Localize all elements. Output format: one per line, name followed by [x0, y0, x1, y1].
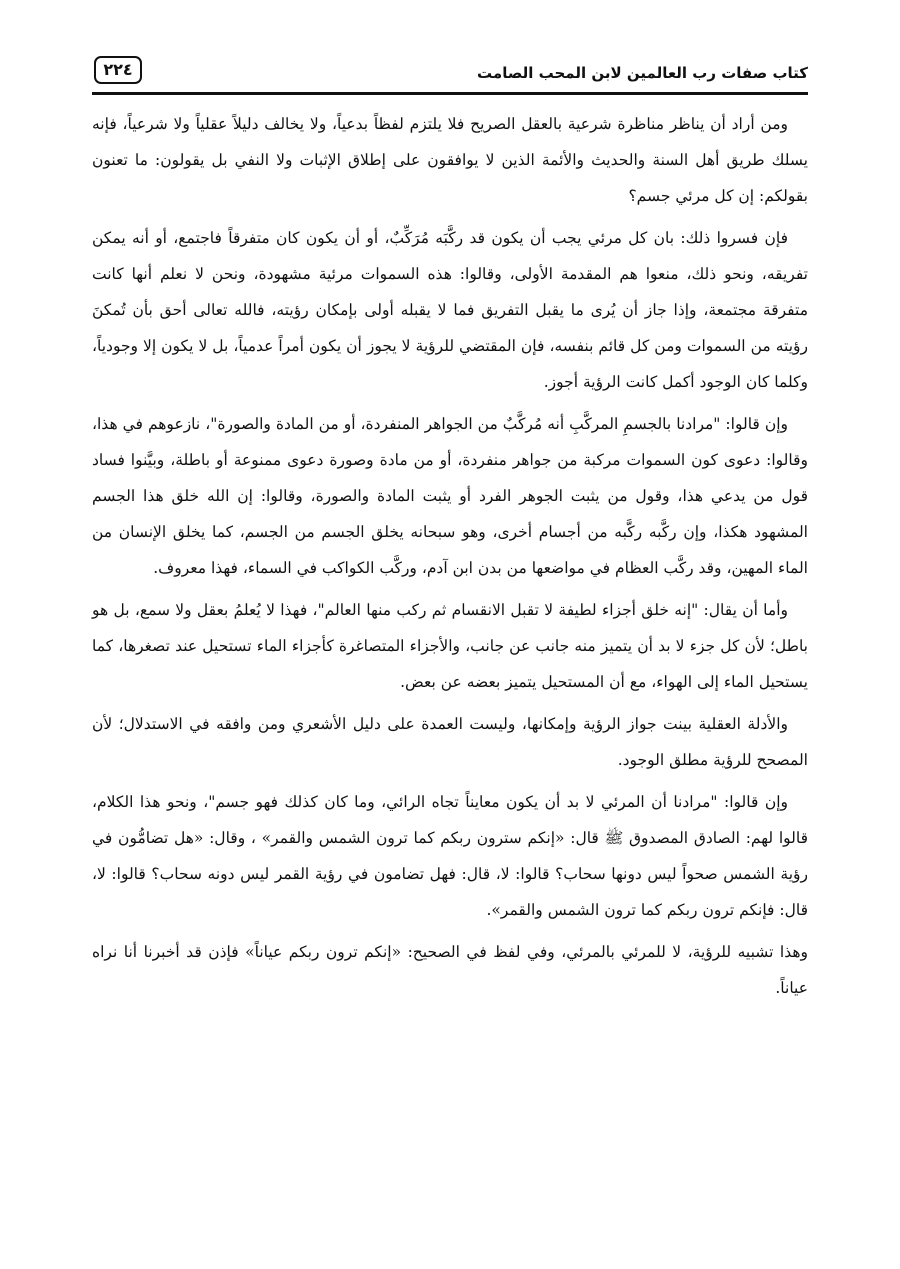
paragraph: ومن أراد أن يناظر مناظرة شرعية بالعقل الصريح فلا يلتزم لفظاً بدعياً، ولا يخالف دليلاً عقلياً ولا شرعياً، فإنه يسلك طريق أهل السنة والحديث والأئمة الذين لا يوافقون على إطلاق الإثبات ولا النفي بل يقولون: ما تعنون بقولكم: إن كل مرئي جسم؟: [92, 115, 808, 205]
body-text: [92, 106, 808, 1012]
paragraph: وإن قالوا: "مرادنا بالجسمِ المركَّبِ أنه مُركَّبٌ من الجواهر المنفردة، أو من المادة والصورة"، نازعوهم في هذا، وقالوا: دعوى كون السموات مركبة من جواهر منفردة، أو من مادة وصورة دعوى ممنوعة أو باطلة، وبيَّنوا فساد قول من يدعي هذا، وقول من يثبت الجوهر الفرد أو يثبت المادة والصورة، وقالوا: إن الله خلق هذا الجسم المشهود هكذا، وإن ركَّبه ركَّبه من أجسام أخرى، وهو سبحانه يخلق الجسم من الجسم، كما يخلق الإنسان من الماء المهين، وقد ركَّب العظام في مواضعها من بدن ابن آدم، وركَّب الكواكب في السماء، فهذا معروف.: [92, 415, 808, 577]
paragraph: والأدلة العقلية بينت جواز الرؤية وإمكانها، وليست العمدة على دليل الأشعري ومن وافقه في الاستدلال؛ لأن المصحح للرؤية مطلق الوجود.: [92, 715, 808, 769]
page-header: [92, 56, 808, 86]
header-rule: [92, 92, 808, 95]
paragraph: فإن فسروا ذلك: بان كل مرئي يجب أن يكون قد ركَّبَه مُرَكِّبٌ، أو أن يكون كان متفرقاً فاجتمع، أو أنه يمكن تفريقه، ونحو ذلك، منعوا هم المقدمة الأولى، وقالوا: هذه السموات مرئية مشهودة، ونحن لا نعلم أنها كانت متفرقة مجتمعة، وإذا جاز أن يُرى ما يقبل التفريق فما لا يقبله أولى بإمكان رؤيته، فالله تعالى أحق بأن تُمكنَ رؤيته من السموات ومن كل قائم بنفسه، فإن المقتضي للرؤية لا يجوز أن يكون أمراً عدمياً، بل لا يكون إلا وجودياً، وكلما كان الوجود أكمل كانت الرؤية أجوز.: [92, 229, 808, 391]
paragraph: وهذا تشبيه للرؤية، لا للمرئي بالمرئي، وفي لفظ في الصحيح: «إنكم ترون ربكم عياناً» فإذن قد أخبرنا أنا نراه عياناً.: [92, 943, 808, 997]
paragraph: وإن قالوا: "مرادنا أن المرئي لا بد أن يكون معايناً تجاه الرائي، وما كان كذلك فهو جسم"، ونحو هذا الكلام، قالوا لهم: الصادق المصدوق ﷺ قال: «إنكم سترون ربكم كما ترون الشمس والقمر» ، وقال: «هل تضامُّون في رؤية الشمس صحواً ليس دونها سحاب؟ قالوا: لا، قال: فهل تضامون في رؤية القمر ليس دونه سحاب؟ قالوا: لا، قال: فإنكم ترون ربكم كما ترون الشمس والقمر».: [92, 793, 808, 919]
running-title: كتاب صفات رب العالمين لابن المحب الصامت: [477, 64, 808, 82]
paragraph: وأما أن يقال: "إنه خلق أجزاء لطيفة لا تقبل الانقسام ثم ركب منها العالم"، فهذا لا يُعلمُ بعقل ولا سمع، بل هو باطل؛ لأن كل جزء لا بد أن يتميز منه جانب عن جانب، والأجزاء المتصاغرة كأجزاء الماء تستحيل عند تصغرها، كما يستحيل الماء إلى الهواء، مع أن المستحيل يتميز بعضه عن بعض.: [92, 601, 808, 691]
page-number-box: ٢٢٤: [94, 56, 142, 84]
